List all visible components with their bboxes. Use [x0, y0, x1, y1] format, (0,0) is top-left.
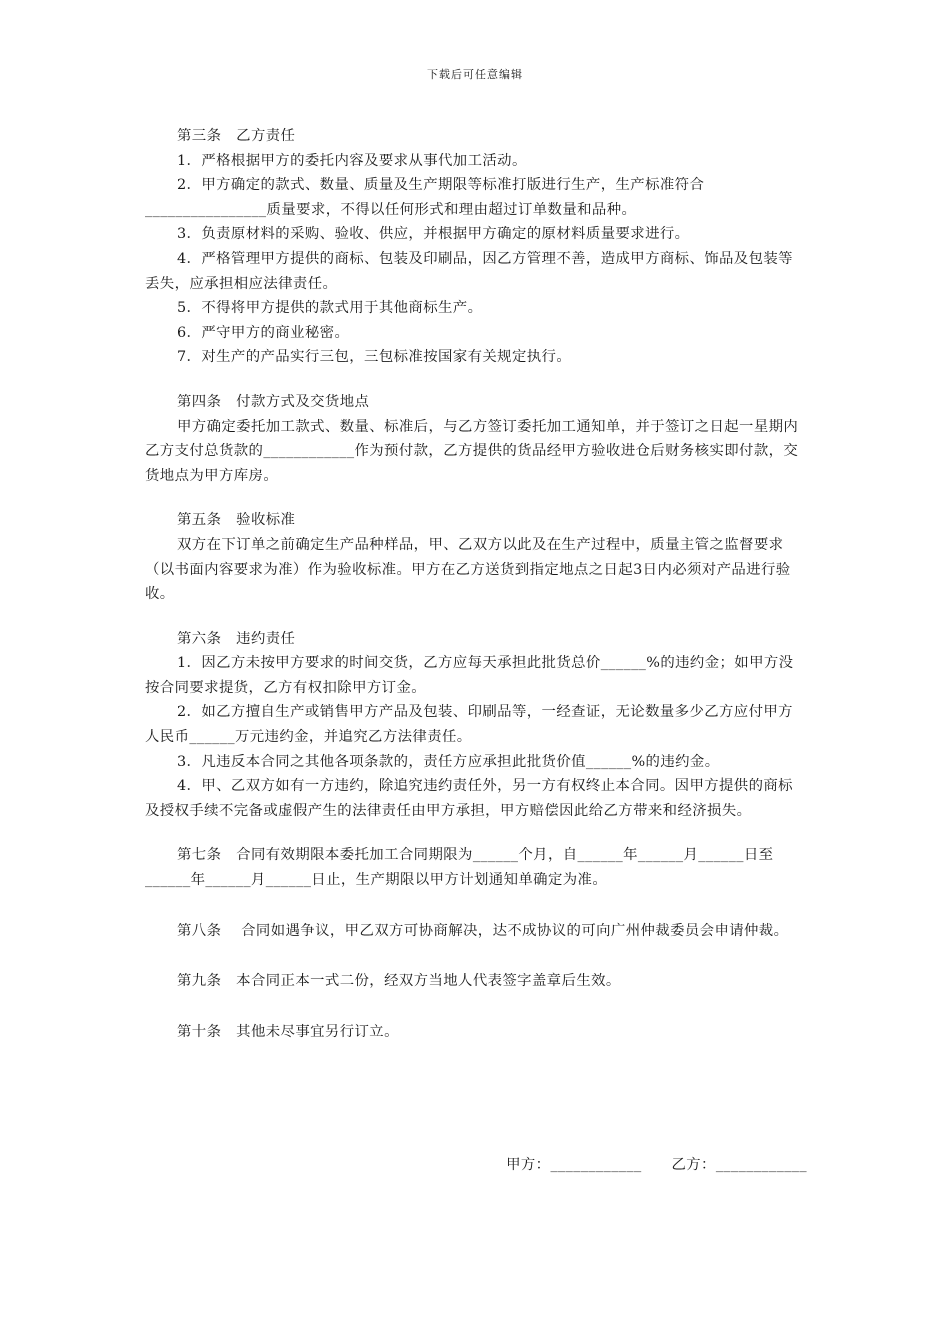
article-4-title: 第四条 付款方式及交货地点 — [177, 393, 370, 410]
article-5-title: 第五条 验收标准 — [177, 512, 296, 529]
article-8: 第八条 合同如遇争议，甲乙双方可协商解决，达不成协议的可向广州仲裁委员会申请仲裁。 — [177, 922, 789, 939]
article-6-item: 4．甲、乙双方如有一方违约，除追究违约责任外，另一方有权终止本合同。因甲方提供的商标及授权手续不完备或虚假产生的法律责任由甲方承担，甲方赔偿因此给乙方带来和经济损失。 — [145, 778, 793, 819]
article-3-item: 6．严守甲方的商业秘密。 — [177, 324, 350, 341]
section-gap — [145, 823, 807, 843]
section-gap — [145, 943, 807, 969]
section-gap — [145, 893, 807, 919]
page-header: 下载后可任意编辑 — [427, 68, 523, 81]
article-6-item: 3．凡违反本合同之其他各项条款的，责任方应承担此批货价值______%的违约金。 — [177, 753, 720, 770]
article-7: 第七条 合同有效期限本委托加工合同期限为______个月，自______年______月______日至______年______月______日止，生产期限以甲方计划通知单确定为准。 — [145, 847, 774, 889]
party-b-signature: 乙方：____________ — [671, 1157, 807, 1173]
article-6-item: 2．如乙方擅自生产或销售甲方产品及包装、印刷品等，一经查证，无论数量多少乙方应付甲方人民币______万元违约金，并追究乙方法律责任。 — [145, 704, 793, 746]
article-3-item: 3．负责原材料的采购、验收、供应，并根据甲方确定的原材料质量要求进行。 — [177, 226, 690, 243]
section-gap — [145, 370, 807, 390]
article-6-title: 第六条 违约责任 — [177, 630, 296, 647]
contract-body — [145, 124, 807, 1044]
article-3-title: 第三条 乙方责任 — [177, 128, 296, 144]
article-5-body: 双方在下订单之前确定生产品种样品，甲、乙双方以此及在生产过程中，质量主管之监督要求（以书面内容要求为准）作为验收标准。甲方在乙方送货到指定地点之日起3日内必须对产品进行验收。 — [145, 536, 791, 603]
article-3-item: 1．严格根据甲方的委托内容及要求从事代加工活动。 — [177, 152, 527, 169]
article-3-item: 2．甲方确定的款式、数量、质量及生产期限等标准打版进行生产，生产标准符合________________质量要求，不得以任何形式和理由超过订单数量和品种。 — [145, 177, 705, 218]
article-3-item: 5．不得将甲方提供的款式用于其他商标生产。 — [177, 300, 483, 317]
article-9: 第九条 本合同正本一式二份，经双方当地人代表签字盖章后生效。 — [177, 973, 621, 990]
article-6-item: 1．因乙方未按甲方要求的时间交货，乙方应每天承担此批货总价______%的违约金；如甲方没按合同要求提货，乙方有权扣除甲方订金。 — [145, 655, 794, 696]
article-4-body: 甲方确定委托加工款式、数量、标准后，与乙方签订委托加工通知单，并于签订之日起一星期内乙方支付总货款的____________作为预付款，乙方提供的货品经甲方验收进仓后财务核实即付款，交货地点为甲方库房。 — [145, 418, 799, 484]
section-gap — [145, 488, 807, 508]
article-3-item: 7．对生产的产品实行三包，三包标准按国家有关规定执行。 — [177, 349, 572, 366]
article-3-item: 4．严格管理甲方提供的商标、包装及印刷品，因乙方管理不善，造成甲方商标、饰品及包装等丢失，应承担相应法律责任。 — [145, 250, 793, 292]
section-gap — [145, 607, 807, 627]
article-10: 第十条 其他未尽事宜另行订立。 — [177, 1023, 399, 1040]
signature-line — [145, 1153, 807, 1174]
section-gap — [145, 994, 807, 1020]
party-a-signature: 甲方：____________ — [506, 1157, 642, 1173]
